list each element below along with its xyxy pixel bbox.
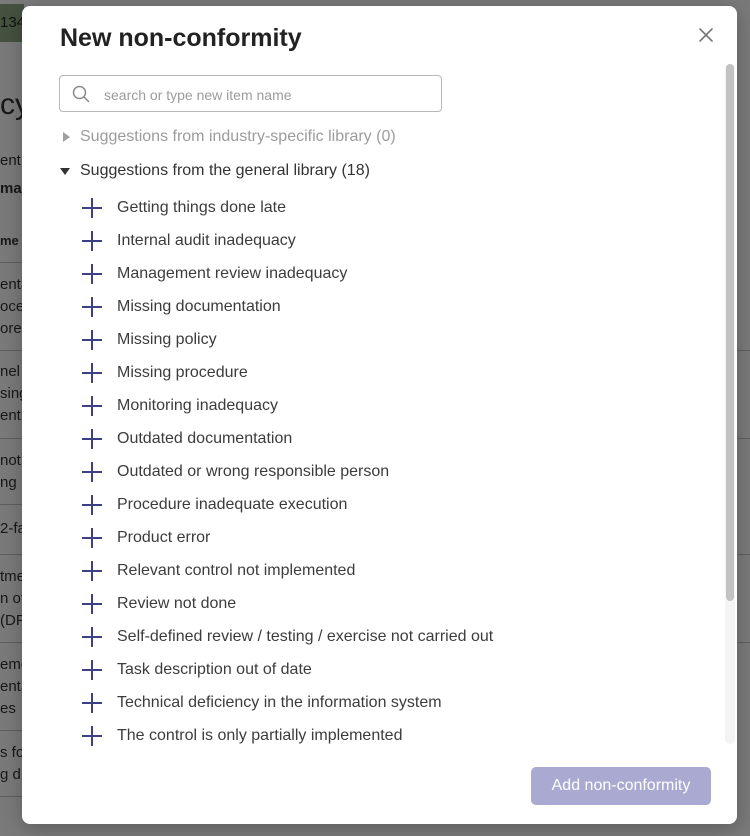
caret-right-icon bbox=[63, 132, 70, 142]
suggestion-item[interactable] bbox=[82, 393, 278, 419]
suggestion-item[interactable] bbox=[82, 261, 347, 287]
plus-icon bbox=[82, 726, 102, 746]
suggestion-label: The control is only partially implemented bbox=[117, 727, 403, 744]
suggestion-label: Internal audit inadequacy bbox=[117, 232, 296, 249]
close-button[interactable] bbox=[697, 26, 715, 44]
suggestion-item[interactable] bbox=[82, 327, 217, 353]
plus-icon bbox=[82, 594, 102, 614]
plus-icon bbox=[82, 693, 102, 713]
plus-icon bbox=[82, 429, 102, 449]
suggestion-label: Missing documentation bbox=[117, 298, 281, 315]
suggestion-label: Missing policy bbox=[117, 331, 217, 348]
suggestion-label: Technical deficiency in the information system bbox=[117, 694, 442, 711]
suggestion-label: Monitoring inadequacy bbox=[117, 397, 278, 414]
search-input[interactable] bbox=[102, 76, 436, 113]
plus-icon bbox=[82, 528, 102, 548]
plus-icon bbox=[82, 660, 102, 680]
plus-icon bbox=[82, 363, 102, 383]
suggestion-label: Getting things done late bbox=[117, 199, 287, 216]
plus-icon bbox=[82, 330, 102, 350]
plus-icon bbox=[82, 462, 102, 482]
suggestion-item[interactable] bbox=[82, 492, 347, 518]
plus-icon bbox=[82, 561, 102, 581]
suggestion-label: Management review inadequacy bbox=[117, 265, 348, 282]
suggestion-label: Missing procedure bbox=[117, 364, 248, 381]
suggestion-item[interactable] bbox=[82, 657, 312, 683]
search-box[interactable] bbox=[59, 75, 442, 112]
suggestion-item[interactable] bbox=[82, 558, 355, 584]
plus-icon bbox=[82, 627, 102, 647]
close-icon bbox=[697, 26, 715, 44]
suggestion-item[interactable] bbox=[82, 360, 248, 386]
suggestion-item[interactable] bbox=[82, 591, 236, 617]
suggestion-item[interactable] bbox=[82, 723, 402, 749]
suggestion-label: Self-defined review / testing / exercise not carried out bbox=[117, 628, 494, 645]
suggestion-item[interactable] bbox=[82, 459, 389, 485]
suggestion-label: Relevant control not implemented bbox=[117, 562, 356, 579]
scrollbar-thumb[interactable] bbox=[726, 64, 734, 601]
group-industry-specific-library[interactable] bbox=[60, 126, 396, 148]
suggestion-label: Procedure inadequate execution bbox=[117, 496, 348, 513]
group-label: Suggestions from industry-specific library (0) bbox=[80, 128, 396, 145]
suggestion-item[interactable] bbox=[82, 195, 286, 221]
suggestion-item[interactable] bbox=[82, 426, 292, 452]
plus-icon bbox=[82, 231, 102, 251]
dialog-title: New non-conformity bbox=[60, 24, 302, 52]
suggestion-item[interactable] bbox=[82, 525, 210, 551]
plus-icon bbox=[82, 495, 102, 515]
suggestion-item[interactable] bbox=[82, 294, 281, 320]
suggestion-item[interactable] bbox=[82, 690, 442, 716]
suggestions-list bbox=[22, 124, 722, 744]
add-non-conformity-button[interactable]: Add non-conformity bbox=[531, 767, 711, 805]
plus-icon bbox=[82, 198, 102, 218]
suggestion-label: Review not done bbox=[117, 595, 237, 612]
caret-down-icon bbox=[60, 168, 70, 175]
plus-icon bbox=[82, 264, 102, 284]
suggestion-label: Outdated documentation bbox=[117, 430, 293, 447]
suggestion-label: Task description out of date bbox=[117, 661, 312, 678]
suggestion-label: Outdated or wrong responsible person bbox=[117, 463, 390, 480]
new-non-conformity-dialog bbox=[22, 6, 737, 824]
scrollbar[interactable] bbox=[725, 64, 735, 744]
suggestion-item[interactable] bbox=[82, 228, 296, 254]
plus-icon bbox=[82, 396, 102, 416]
plus-icon bbox=[82, 297, 102, 317]
group-label: Suggestions from the general library (18) bbox=[80, 162, 370, 179]
suggestion-label: Product error bbox=[117, 529, 211, 546]
suggestion-item[interactable] bbox=[82, 624, 493, 650]
search-icon bbox=[72, 85, 90, 103]
group-general-library[interactable] bbox=[60, 160, 370, 182]
